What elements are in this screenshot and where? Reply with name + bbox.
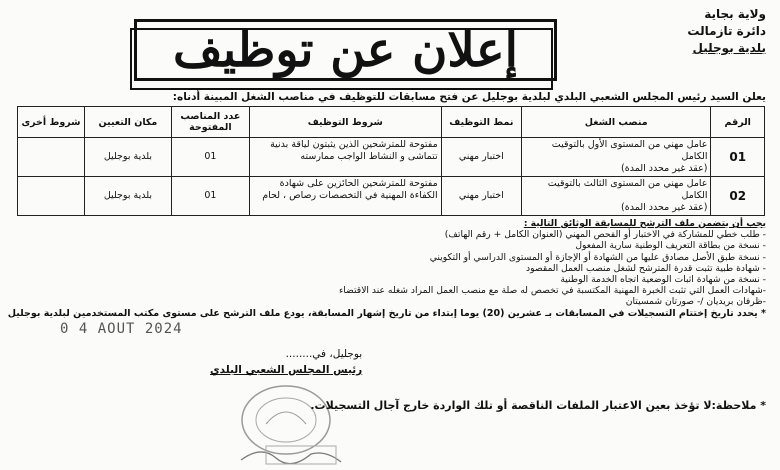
table-row [18,177,765,216]
documents-heading: يجب أن يتضمن ملف الترشح للمسابقة الوثائق التالية : [523,218,766,229]
row-post [521,138,711,177]
announcement-banner [134,19,557,81]
row-post [521,177,711,216]
document-item: -شهادات العمل التي تثبت الخبرة المهنية المكتسبة في تخصص له صلة مع منصب العمل المراد شغله عند الاقتضاء [338,285,766,297]
header-wilaya: ولاية بجاية [704,7,766,21]
col-header-mode: نمط التوظيف [441,107,521,138]
row-conditions: مفتوحة للمترشحين الحائزين على شهادة الكفاءة المهنية في التخصصات رصاص ، لحام [249,177,441,216]
row-num: 01 [711,138,765,177]
col-header-num: الرقم [711,107,765,138]
document-item: - نسخة من شهادة اثبات الوضعية اتجاه الخدمة الوطنية [560,274,766,286]
col-header-count: عدد المناصب المفتوحة [171,107,249,138]
document-item: - طلب خطي للمشاركة في الاختبار أو الفحص المهني (العنوان الكامل + رقم الهاتف) [444,229,766,241]
handwritten-signature-icon [236,440,346,470]
row-other [18,177,85,216]
document-item: - نسخة من بطاقة التعريف الوطنية سارية المفعول [575,240,766,252]
row-conditions: مفتوحة للمترشحين الذين يثبتون لياقة بدنية تتماشى و النشاط الواجب ممارسته [249,138,441,177]
date-stamp: 0 4 AOUT 2024 [60,321,183,337]
col-header-place: مكان التعيين [84,107,171,138]
row-place: بلدية بوجليل [84,138,171,177]
row-mode: اختبار مهني [441,138,521,177]
signature-place-date: بوجليل، في........ [285,348,363,360]
row-post-title: عامل مهني من المستوى الثالث بالتوقيت الكامل [547,178,708,201]
intro-text: يعلن السيد رئيس المجلس الشعبي البلدي لبلدية بوجليل عن فتح مسابقات للتوظيف في مناصب الشغل المبينة أدناه: [172,91,766,103]
col-header-post: منصب الشغل [521,107,711,138]
row-post-title: عامل مهني من المستوى الأول بالتوقيت الكامل [551,139,708,162]
header-daira: دائرة تازمالت [687,24,766,38]
row-mode: اختبار مهني [441,177,521,216]
row-count: 01 [171,177,249,216]
signature-block [210,346,362,378]
banner-title: إعلان عن توظيف [173,22,518,78]
table-header-row [18,107,765,138]
row-num: 02 [711,177,765,216]
documents-section [6,218,766,319]
header-block [687,6,766,57]
table-row [18,138,765,177]
col-header-other: شروط أخرى [18,107,85,138]
note-text: * ملاحظة:لا تؤخذ بعين الاعتبار الملفات الناقصة أو تلك الواردة خارج آجال التسجيلات. [310,399,766,412]
row-count: 01 [171,138,249,177]
header-commune: بلدية بوجليل [692,41,766,55]
row-other [18,138,85,177]
deadline-text: * يحدد تاريخ إختتام التسجيلات في المسابقات بـ عشرين (20) يوما إبتداء من تاريخ إشهار المسابقة، يودع ملف الترشح على مستوى مكتب المستخدمين لبلدية بوجليل [7,307,766,319]
document-item: -ظرفان بريديان /- صورتان شمسيتان [625,296,766,308]
signature-title: رئيس المجلس الشعبي البلدي [210,364,363,376]
row-post-note: (عقد غير محدد المدة) [621,163,708,174]
jobs-table [17,106,765,216]
row-place: بلدية بوجليل [84,177,171,216]
row-post-note: (عقد غير محدد المدة) [621,202,708,213]
col-header-conditions: شروط التوظيف [249,107,441,138]
document-item: - شهادة طبية تثبت قدرة المترشح لشغل منصب العمل المقصود [526,262,766,274]
document-item: - نسخة طبق الأصل مصادق عليها من الشهادة أو الإجازة أو المستوى الدراسي أو التكويني [429,251,766,263]
